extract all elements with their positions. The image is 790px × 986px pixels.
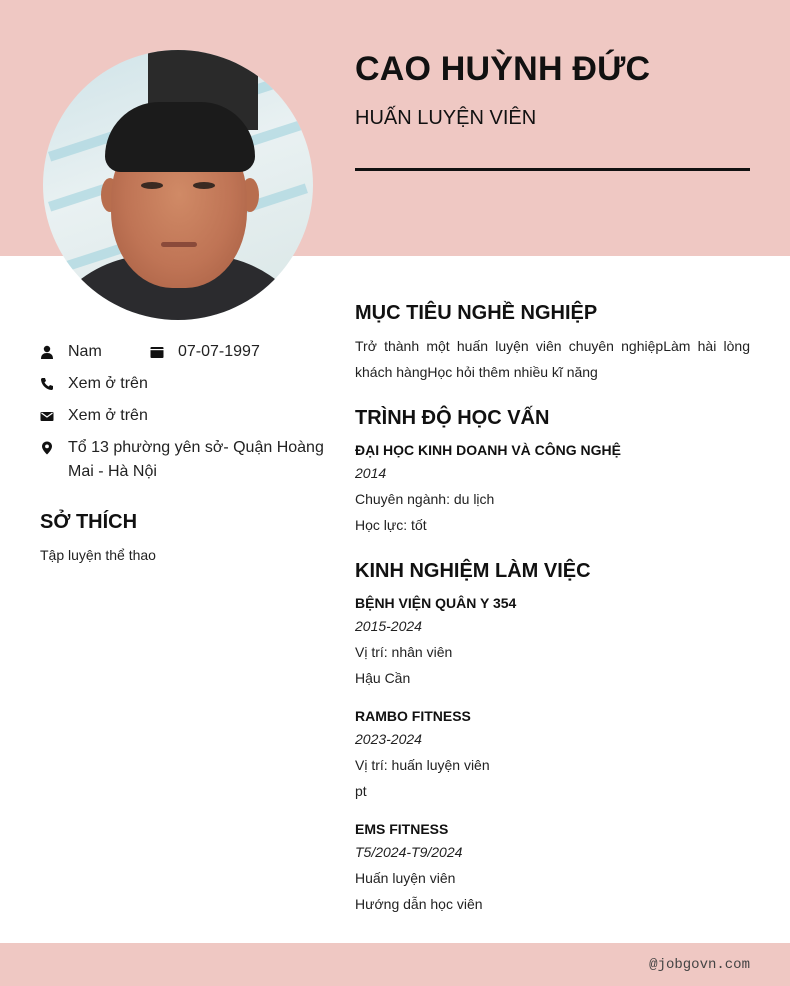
mail-icon xyxy=(40,409,54,423)
job-title: HUẤN LUYỆN VIÊN xyxy=(355,107,537,129)
calendar-icon xyxy=(150,345,164,359)
experience-entry xyxy=(355,819,750,917)
experience-detail: Huấn luyện viên xyxy=(355,870,456,886)
experience-org: BỆNH VIỆN QUÂN Y 354 xyxy=(355,595,517,611)
phone-icon xyxy=(40,377,54,391)
experience-detail: pt xyxy=(355,783,367,799)
contact-address xyxy=(40,436,325,484)
education-grade: Học lực: tốt xyxy=(355,517,427,533)
person-icon xyxy=(40,345,54,359)
avatar xyxy=(43,50,313,320)
hobbies-title: SỞ THÍCH xyxy=(40,511,138,533)
contact-birthdate xyxy=(150,340,260,364)
experience-entry xyxy=(355,593,750,691)
address-value: Tổ 13 phường yên sở- Quận Hoàng Mai - Hà Nội xyxy=(68,439,324,480)
experience-org: EMS FITNESS xyxy=(355,821,449,837)
phone-value: Xem ở trên xyxy=(68,375,148,392)
experience-org: RAMBO FITNESS xyxy=(355,708,471,724)
education-entry xyxy=(355,440,750,538)
experience-detail: Hướng dẫn học viên xyxy=(355,896,483,912)
birthdate-value: 07-07-1997 xyxy=(178,343,260,360)
experience-detail: Vị trí: nhân viên xyxy=(355,644,453,660)
objective-text: Trở thành một huấn luyện viên chuyên nghiệpLàm hài lòng khách hàngHọc hỏi thêm nhiều kĩ năng xyxy=(355,338,750,380)
location-pin-icon xyxy=(40,441,54,455)
candidate-name: CAO HUỲNH ĐỨC xyxy=(355,50,651,88)
experience-detail: Vị trí: huấn luyện viên xyxy=(355,757,490,773)
avatar-mouth xyxy=(161,242,197,247)
avatar-eye xyxy=(193,182,215,189)
school-name: ĐẠI HỌC KINH DOANH VÀ CÔNG NGHỆ xyxy=(355,442,622,458)
education-year: 2014 xyxy=(355,465,387,481)
hobbies-text: Tập luyện thể thao xyxy=(40,547,156,563)
experience-title: KINH NGHIỆM LÀM VIỆC xyxy=(355,560,591,582)
education-title: TRÌNH ĐỘ HỌC VẤN xyxy=(355,407,550,429)
contact-email xyxy=(40,404,148,428)
gender-value: Nam xyxy=(68,343,102,360)
experience-entry xyxy=(355,706,750,804)
header-divider xyxy=(355,168,750,171)
education-major: Chuyên ngành: du lịch xyxy=(355,491,495,507)
email-value: Xem ở trên xyxy=(68,407,148,424)
experience-detail: Hậu Cần xyxy=(355,670,411,686)
experience-period: 2015-2024 xyxy=(355,618,422,634)
objective-title: MỤC TIÊU NGHỀ NGHIỆP xyxy=(355,302,598,324)
avatar-eye xyxy=(141,182,163,189)
experience-period: T5/2024-T9/2024 xyxy=(355,844,463,860)
contact-gender xyxy=(40,340,102,364)
footer-brand: @jobgovn.com xyxy=(649,957,750,973)
avatar-hair xyxy=(105,102,255,172)
experience-period: 2023-2024 xyxy=(355,731,422,747)
contact-phone xyxy=(40,372,148,396)
